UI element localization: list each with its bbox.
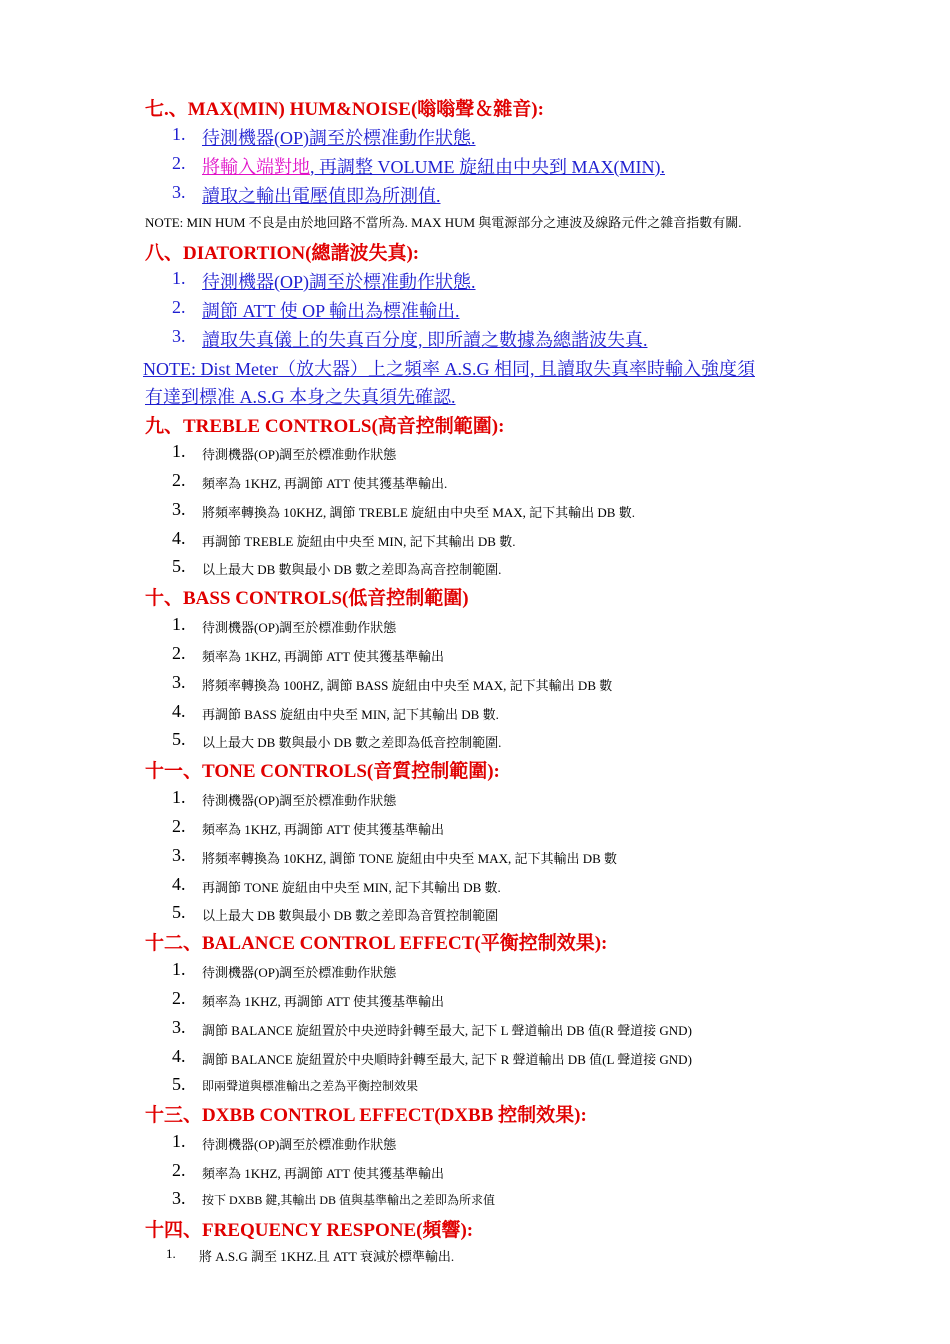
s7-item-3-num: 3. [172, 182, 186, 202]
s12-item-3-num: 3. [172, 1017, 186, 1037]
s10-item-3-num: 3. [172, 672, 186, 692]
s13-item-3-num: 3. [172, 1188, 186, 1208]
s7-item-2-rest: , 再調整 VOLUME 旋紐由中央到 MAX(MIN). [310, 157, 665, 177]
section-8-heading: 八、DIATORTION(總諧波失真): [145, 243, 420, 264]
s9-item-1-text: 待測機器(OP)調至於標准動作狀態 [202, 447, 397, 462]
s10-item-1-num: 1. [172, 614, 186, 634]
s8-item-2-num: 2. [172, 297, 186, 317]
s12-item-2-num: 2. [172, 988, 186, 1008]
s11-item-5-num: 5. [172, 902, 186, 922]
s10-item-4-text: 再調節 BASS 旋紐由中央至 MIN, 記下其輸出 DB 數. [202, 707, 499, 722]
s12-item-5-num: 5. [172, 1074, 186, 1094]
s7-item-2-text [202, 153, 665, 179]
s9-item-1-num: 1. [172, 441, 186, 461]
s12-item-2-text: 頻率為 1KHZ, 再調節 ATT 使其獲基準輸出 [202, 994, 445, 1009]
s11-item-2-text: 頻率為 1KHZ, 再調節 ATT 使其獲基準輸出 [202, 822, 445, 837]
s11-item-1-text: 待測機器(OP)調至於標准動作狀態 [202, 793, 397, 808]
s13-item-3-text: 按下 DXBB 鍵,其輸出 DB 值與基準輸出之差即為所求值 [202, 1193, 496, 1207]
s9-item-3-num: 3. [172, 499, 186, 519]
s12-item-1-text: 待測機器(OP)調至於標准動作狀態 [202, 965, 397, 980]
s11-item-1-num: 1. [172, 787, 186, 807]
s12-item-4-num: 4. [172, 1046, 186, 1066]
s9-item-4-text: 再調節 TREBLE 旋紐由中央至 MIN, 記下其輸出 DB 數. [202, 534, 516, 549]
s13-item-1-text: 待測機器(OP)調至於標准動作狀態 [202, 1137, 397, 1152]
s10-item-4-num: 4. [172, 701, 186, 721]
s11-item-2-num: 2. [172, 816, 186, 836]
s9-item-2-text: 頻率為 1KHZ, 再調節 ATT 使其獲基準輸出. [202, 476, 448, 491]
s10-item-5-text: 以上最大 DB 數與最小 DB 數之差即為低音控制範圍. [202, 735, 502, 750]
s12-item-5-text: 即兩聲道與標准輸出之差為平衡控制效果 [202, 1079, 419, 1093]
s9-item-2-num: 2. [172, 470, 186, 490]
s7-item-2-num: 2. [172, 153, 186, 173]
s11-item-3-text: 將頻率轉換為 10KHZ, 調節 TONE 旋紐由中央至 MAX, 記下其輸出 DB 數 [202, 851, 618, 866]
section-11-heading: 十一、TONE CONTROLS(音質控制範圍): [145, 761, 500, 782]
s14-item-1-num: 1. [166, 1246, 176, 1261]
s7-note: NOTE: MIN HUM 不良是由於地回路不當所為. MAX HUM 與電源部分之連波及線路元件之雜音指數有關. [145, 215, 742, 230]
s13-item-2-text: 頻率為 1KHZ, 再調節 ATT 使其獲基準輸出 [202, 1166, 445, 1181]
section-12-heading: 十二、BALANCE CONTROL EFFECT(平衡控制效果): [145, 933, 608, 954]
section-14-heading: 十四、FREQUENCY RESPONE(頻響): [145, 1220, 474, 1241]
s13-item-2-num: 2. [172, 1160, 186, 1180]
s8-item-1-num: 1. [172, 268, 186, 288]
s7-item-3-text: 讀取之輸出電壓值即為所測值. [202, 186, 441, 206]
s11-item-5-text: 以上最大 DB 數與最小 DB 數之差即為音質控制範圍 [202, 908, 499, 923]
s8-note-line-1: NOTE: Dist Meter（放大器）上之頻率 A.S.G 相同, 且讀取失真率時輸入強度須 [143, 359, 755, 379]
s11-item-3-num: 3. [172, 845, 186, 865]
s7-item-2-highlight: 將輸入端對地 [202, 157, 310, 177]
s10-item-2-text: 頻率為 1KHZ, 再調節 ATT 使其獲基準輸出 [202, 649, 445, 664]
s13-item-1-num: 1. [172, 1131, 186, 1151]
s12-item-3-text: 調節 BALANCE 旋紐置於中央逆時針轉至最大, 記下 L 聲道輸出 DB 值(R 聲道接 GND) [202, 1023, 692, 1038]
section-9-heading: 九、TREBLE CONTROLS(高音控制範圍): [145, 416, 505, 437]
section-7-heading: 七.、MAX(MIN) HUM&NOISE(嗡嗡聲＆雜音): [145, 99, 544, 120]
s10-item-3-text: 將頻率轉換為 100HZ, 調節 BASS 旋紐由中央至 MAX, 記下其輸出 DB 數 [202, 678, 613, 693]
section-10-heading: 十、BASS CONTROLS(低音控制範圍) [145, 588, 469, 609]
s9-item-5-num: 5. [172, 556, 186, 576]
s12-item-1-num: 1. [172, 959, 186, 979]
s14-item-1-text: 將 A.S.G 調至 1KHZ.且 ATT 衰減於標準輸出. [199, 1249, 455, 1264]
s11-item-4-text: 再調節 TONE 旋紐由中央至 MIN, 記下其輸出 DB 數. [202, 880, 501, 895]
s8-item-3-text: 讀取失真儀上的失真百分度, 即所讀之數據為總諧波失真. [202, 330, 648, 350]
s7-item-1-num: 1. [172, 124, 186, 144]
s8-item-2-text: 調節 ATT 使 OP 輸出為標准輸出. [202, 301, 460, 321]
s10-item-1-text: 待測機器(OP)調至於標准動作狀態 [202, 620, 397, 635]
s9-item-3-text: 將頻率轉換為 10KHZ, 調節 TREBLE 旋紐由中央至 MAX, 記下其輸出 DB 數. [202, 505, 635, 520]
s10-item-2-num: 2. [172, 643, 186, 663]
s9-item-5-text: 以上最大 DB 數與最小 DB 數之差即為高音控制範圍. [202, 562, 502, 577]
s7-item-1-text: 待測機器(OP)調至於標准動作狀態. [202, 128, 476, 148]
s8-note-line-2: 有達到標准 A.S.G 本身之失真須先確認. [145, 387, 456, 407]
s8-item-3-num: 3. [172, 326, 186, 346]
s8-item-1-text: 待測機器(OP)調至於標准動作狀態. [202, 272, 476, 292]
s9-item-4-num: 4. [172, 528, 186, 548]
s11-item-4-num: 4. [172, 874, 186, 894]
section-13-heading: 十三、DXBB CONTROL EFFECT(DXBB 控制效果): [145, 1105, 587, 1126]
s10-item-5-num: 5. [172, 729, 186, 749]
s12-item-4-text: 調節 BALANCE 旋紐置於中央順時針轉至最大, 記下 R 聲道輸出 DB 值(L 聲道接 GND) [202, 1052, 692, 1067]
